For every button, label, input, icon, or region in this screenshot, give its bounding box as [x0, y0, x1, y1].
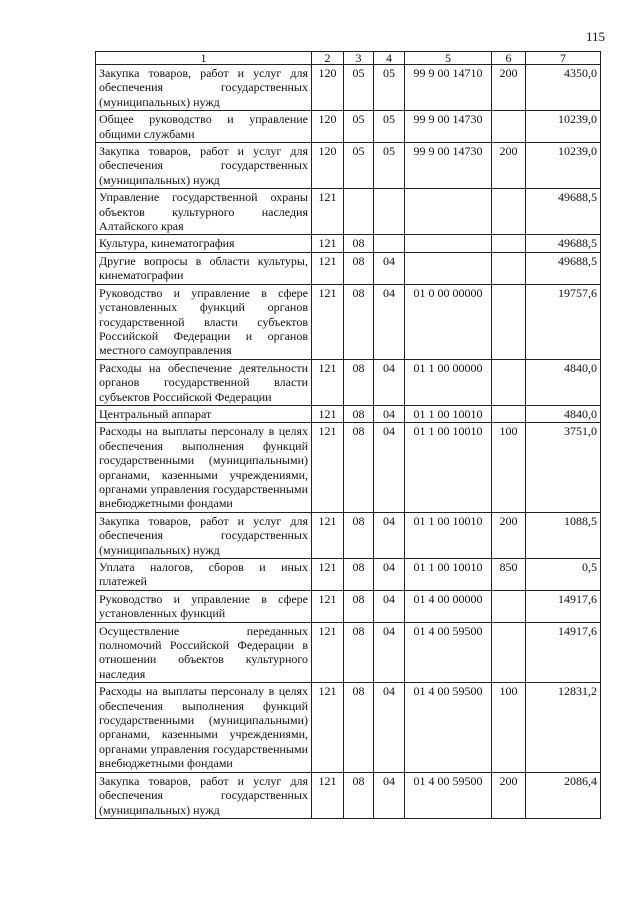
section-code-cell: 08 — [344, 359, 374, 405]
expense-name-cell: Осуществление переданных полномочий Российской Федерации в отношении объектов культурного наследия — [96, 622, 312, 683]
subsection-code-cell: 04 — [374, 559, 405, 591]
table-row — [96, 772, 601, 818]
amount-cell: 4350,0 — [526, 65, 601, 111]
target-article-cell: 01 0 00 00000 — [405, 284, 492, 359]
table-row — [96, 359, 601, 405]
subsection-code-cell: 04 — [374, 423, 405, 512]
expense-type-cell: 100 — [492, 683, 526, 772]
section-code-cell: 08 — [344, 423, 374, 512]
subsection-code-cell: 04 — [374, 252, 405, 284]
target-article-cell — [405, 252, 492, 284]
amount-cell: 49688,5 — [526, 189, 601, 235]
amount-cell: 1088,5 — [526, 512, 601, 558]
column-header: 3 — [344, 52, 374, 65]
amount-cell: 4840,0 — [526, 405, 601, 422]
expense-type-cell: 200 — [492, 143, 526, 189]
amount-cell: 14917,6 — [526, 590, 601, 622]
subsection-code-cell: 04 — [374, 772, 405, 818]
subsection-code-cell: 04 — [374, 359, 405, 405]
target-article-cell: 01 1 00 10010 — [405, 559, 492, 591]
amount-cell: 4840,0 — [526, 359, 601, 405]
expense-type-cell — [492, 111, 526, 143]
table-row — [96, 405, 601, 422]
amount-cell: 14917,6 — [526, 622, 601, 683]
target-article-cell: 01 4 00 59500 — [405, 683, 492, 772]
target-article-cell: 01 4 00 00000 — [405, 590, 492, 622]
page-number: 115 — [586, 29, 606, 44]
ministry-code-cell: 121 — [312, 405, 344, 422]
expense-type-cell — [492, 622, 526, 683]
section-code-cell: 08 — [344, 559, 374, 591]
expense-name-cell: Расходы на обеспечение деятельности органов государственной власти субъектов Российской Федерации — [96, 359, 312, 405]
table-row — [96, 65, 601, 111]
target-article-cell: 01 1 00 10010 — [405, 512, 492, 558]
target-article-cell: 99 9 00 14730 — [405, 111, 492, 143]
subsection-code-cell: 04 — [374, 590, 405, 622]
ministry-code-cell: 121 — [312, 423, 344, 512]
target-article-cell: 01 1 00 00000 — [405, 359, 492, 405]
table-row — [96, 143, 601, 189]
expense-type-cell — [492, 359, 526, 405]
column-header: 6 — [492, 52, 526, 65]
expense-name-cell: Уплата налогов, сборов и иных платежей — [96, 559, 312, 591]
column-header: 2 — [312, 52, 344, 65]
expense-name-cell: Расходы на выплаты персоналу в целях обеспечения выполнения функций государственными (муниципальными) органами, казенными учреждениями, органами управления государственными внебюджетными фондами — [96, 683, 312, 772]
column-header: 7 — [526, 52, 601, 65]
column-header: 4 — [374, 52, 405, 65]
target-article-cell: 01 1 00 10010 — [405, 423, 492, 512]
expense-name-cell: Другие вопросы в области культуры, кинематографии — [96, 252, 312, 284]
table-row — [96, 235, 601, 252]
expense-type-cell — [492, 252, 526, 284]
table-row — [96, 622, 601, 683]
section-code-cell: 08 — [344, 772, 374, 818]
subsection-code-cell — [374, 235, 405, 252]
expense-type-cell: 850 — [492, 559, 526, 591]
subsection-code-cell: 04 — [374, 512, 405, 558]
expense-name-cell: Закупка товаров, работ и услуг для обеспечения государственных (муниципальных) нужд — [96, 772, 312, 818]
section-code-cell — [344, 189, 374, 235]
ministry-code-cell: 121 — [312, 512, 344, 558]
section-code-cell: 08 — [344, 235, 374, 252]
table-row — [96, 683, 601, 772]
ministry-code-cell: 121 — [312, 559, 344, 591]
table-row — [96, 423, 601, 512]
table-body — [96, 65, 601, 819]
expense-name-cell: Закупка товаров, работ и услуг для обеспечения государственных (муниципальных) нужд — [96, 143, 312, 189]
expense-type-cell: 200 — [492, 512, 526, 558]
expense-name-cell: Закупка товаров, работ и услуг для обеспечения государственных (муниципальных) нужд — [96, 512, 312, 558]
budget-table — [95, 51, 601, 819]
ministry-code-cell: 121 — [312, 772, 344, 818]
expense-type-cell — [492, 405, 526, 422]
column-header: 5 — [405, 52, 492, 65]
table-row — [96, 590, 601, 622]
expense-type-cell: 200 — [492, 772, 526, 818]
section-code-cell: 08 — [344, 622, 374, 683]
expense-type-cell — [492, 590, 526, 622]
target-article-cell — [405, 189, 492, 235]
expense-name-cell: Закупка товаров, работ и услуг для обеспечения государственных (муниципальных) нужд — [96, 65, 312, 111]
amount-cell: 49688,5 — [526, 235, 601, 252]
ministry-code-cell: 121 — [312, 622, 344, 683]
target-article-cell: 01 4 00 59500 — [405, 772, 492, 818]
expense-type-cell: 100 — [492, 423, 526, 512]
ministry-code-cell: 121 — [312, 235, 344, 252]
ministry-code-cell: 120 — [312, 65, 344, 111]
expense-type-cell — [492, 284, 526, 359]
section-code-cell: 08 — [344, 284, 374, 359]
section-code-cell: 08 — [344, 590, 374, 622]
expense-type-cell: 200 — [492, 65, 526, 111]
section-code-cell: 08 — [344, 252, 374, 284]
table-row — [96, 512, 601, 558]
target-article-cell: 01 1 00 10010 — [405, 405, 492, 422]
section-code-cell: 05 — [344, 143, 374, 189]
amount-cell: 10239,0 — [526, 111, 601, 143]
subsection-code-cell: 04 — [374, 622, 405, 683]
subsection-code-cell: 04 — [374, 683, 405, 772]
table-row — [96, 559, 601, 591]
ministry-code-cell: 121 — [312, 683, 344, 772]
ministry-code-cell: 121 — [312, 252, 344, 284]
ministry-code-cell: 121 — [312, 359, 344, 405]
column-number-row — [96, 52, 601, 65]
column-header: 1 — [96, 52, 312, 65]
expense-name-cell: Расходы на выплаты персоналу в целях обеспечения выполнения функций государственными (муниципальными) органами, казенными учреждениями, органами управления государственными внебюджетными фондами — [96, 423, 312, 512]
section-code-cell: 08 — [344, 405, 374, 422]
section-code-cell: 05 — [344, 65, 374, 111]
expense-name-cell: Культура, кинематография — [96, 235, 312, 252]
ministry-code-cell: 121 — [312, 189, 344, 235]
expense-name-cell: Центральный аппарат — [96, 405, 312, 422]
expense-name-cell: Руководство и управление в сфере установленных функций — [96, 590, 312, 622]
amount-cell: 0,5 — [526, 559, 601, 591]
expense-type-cell — [492, 189, 526, 235]
section-code-cell: 05 — [344, 111, 374, 143]
amount-cell: 12831,2 — [526, 683, 601, 772]
target-article-cell: 99 9 00 14710 — [405, 65, 492, 111]
section-code-cell: 08 — [344, 512, 374, 558]
subsection-code-cell: 04 — [374, 284, 405, 359]
table-row — [96, 284, 601, 359]
amount-cell: 19757,6 — [526, 284, 601, 359]
target-article-cell: 01 4 00 59500 — [405, 622, 492, 683]
ministry-code-cell: 121 — [312, 284, 344, 359]
expense-name-cell: Руководство и управление в сфере установленных функций органов государственной власти субъектов Российской Федерации и органов местного самоуправления — [96, 284, 312, 359]
section-code-cell: 08 — [344, 683, 374, 772]
expense-type-cell — [492, 235, 526, 252]
expense-name-cell: Общее руководство и управление общими службами — [96, 111, 312, 143]
subsection-code-cell: 05 — [374, 65, 405, 111]
ministry-code-cell: 120 — [312, 143, 344, 189]
expense-name-cell: Управление государственной охраны объектов культурного наследия Алтайского края — [96, 189, 312, 235]
amount-cell: 10239,0 — [526, 143, 601, 189]
amount-cell: 49688,5 — [526, 252, 601, 284]
table-row — [96, 189, 601, 235]
target-article-cell — [405, 235, 492, 252]
table-row — [96, 252, 601, 284]
amount-cell: 2086,4 — [526, 772, 601, 818]
subsection-code-cell: 04 — [374, 405, 405, 422]
ministry-code-cell: 121 — [312, 590, 344, 622]
subsection-code-cell: 05 — [374, 143, 405, 189]
amount-cell: 3751,0 — [526, 423, 601, 512]
ministry-code-cell: 120 — [312, 111, 344, 143]
target-article-cell: 99 9 00 14730 — [405, 143, 492, 189]
table-row — [96, 111, 601, 143]
subsection-code-cell: 05 — [374, 111, 405, 143]
subsection-code-cell — [374, 189, 405, 235]
